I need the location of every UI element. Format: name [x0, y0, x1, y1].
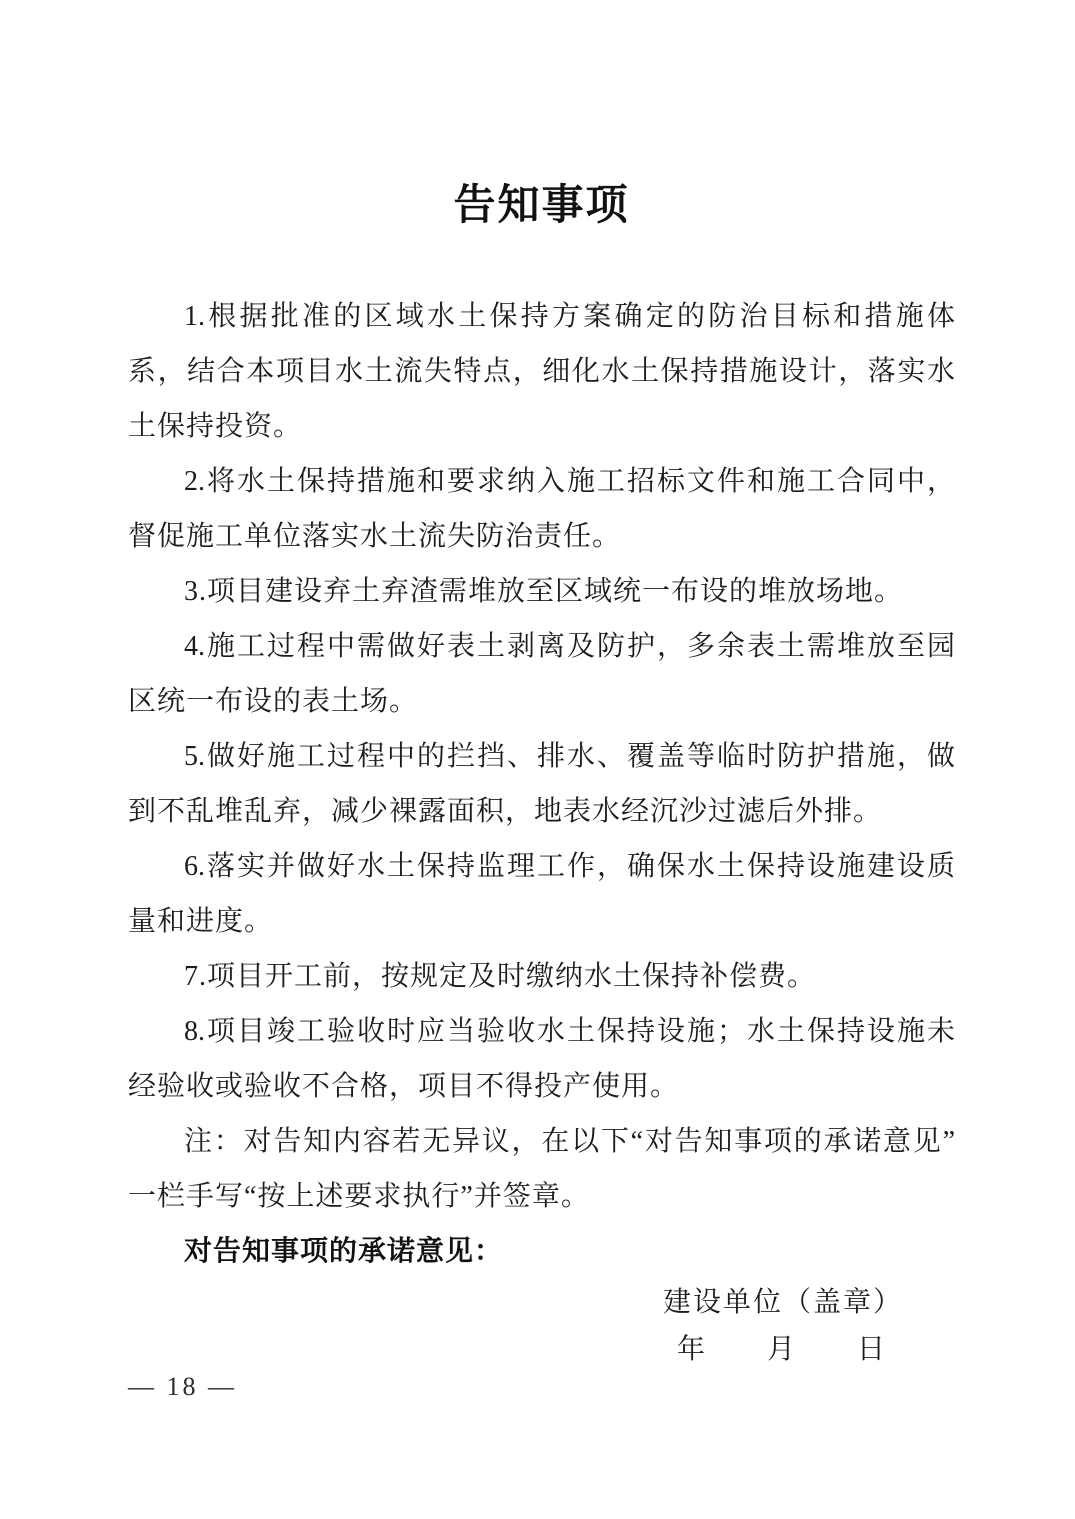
text-line: 6.落实并做好水土保持监理工作，确保水土保持设施建设质 [184, 851, 955, 882]
signature-block [128, 1279, 955, 1373]
text-line: 一栏手写“按上述要求执行”并签章。 [128, 1181, 590, 1212]
document-body [128, 289, 955, 1279]
text-line: 3.项目建设弃土弃渣需堆放至区域统一布设的堆放场地。 [184, 576, 904, 607]
signature-date-label: 年 月 日 [676, 1334, 887, 1365]
text-line: 5.做好施工过程中的拦挡、排水、覆盖等临时防护措施，做 [184, 741, 955, 772]
text-line: 量和进度。 [128, 906, 274, 937]
text-line: 系，结合本项目水土流失特点，细化水土保持措施设计，落实水 [128, 356, 955, 387]
text-line: 经验收或验收不合格，项目不得投产使用。 [128, 1071, 680, 1102]
text-line: 区统一布设的表土场。 [128, 686, 419, 717]
text-line: 1.根据批准的区域水土保持方案确定的防治目标和措施体 [184, 301, 955, 332]
text-line: 土保持投资。 [128, 411, 303, 442]
text-line: 8.项目竣工验收时应当验收水土保持设施；水土保持设施未 [184, 1016, 955, 1047]
text-line: 注：对告知内容若无异议，在以下“对告知事项的承诺意见” [184, 1126, 955, 1157]
signature-unit-label: 建设单位（盖章） [662, 1287, 903, 1318]
text-line: 到不乱堆乱弃，减少裸露面积，地表水经沉沙过滤后外排。 [128, 796, 883, 827]
page-title: 告知事项 [453, 183, 630, 229]
text-line: 4.施工过程中需做好表土剥离及防护，多余表土需堆放至园 [184, 631, 955, 662]
text-line: 对告知事项的承诺意见： [184, 1236, 504, 1267]
text-line: 督促施工单位落实水土流失防治责任。 [128, 521, 622, 552]
text-line: 2.将水土保持措施和要求纳入施工招标文件和施工合同中， [184, 466, 955, 497]
page-number: — 18 — [128, 1372, 237, 1401]
text-line: 7.项目开工前，按规定及时缴纳水土保持补偿费。 [184, 961, 817, 992]
